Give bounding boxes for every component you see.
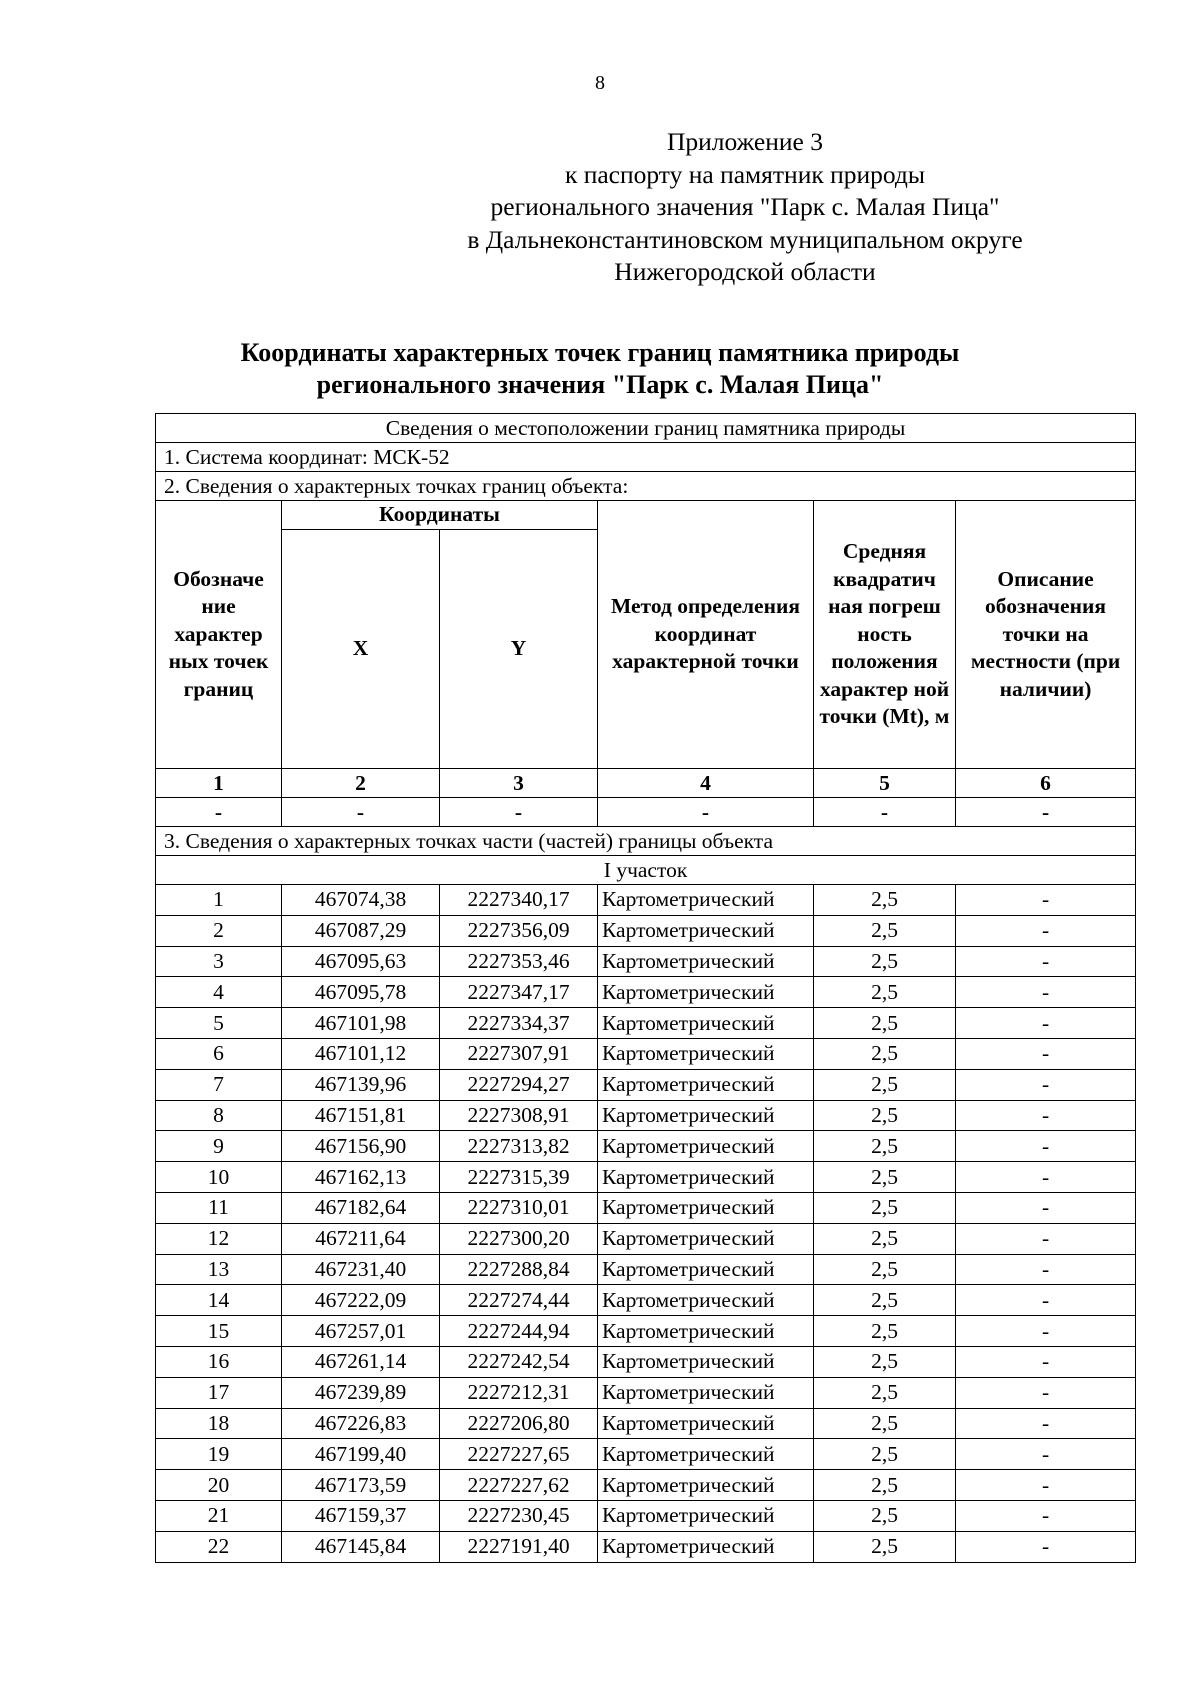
method: Картометрический <box>598 1069 814 1100</box>
point-number: 15 <box>156 1316 282 1347</box>
coord-y: 2227294,27 <box>440 1069 598 1100</box>
coord-x: 467095,78 <box>282 977 440 1008</box>
method: Картометрический <box>598 915 814 946</box>
column-number: 1 <box>156 769 282 798</box>
coord-x: 467101,98 <box>282 1008 440 1039</box>
description: - <box>956 1470 1136 1501</box>
table-row <box>156 1316 1136 1347</box>
appendix-line: Приложение 3 <box>667 127 823 156</box>
coord-x: 467145,84 <box>282 1531 440 1562</box>
column-number: 6 <box>956 769 1136 798</box>
empty-points-row <box>156 798 1136 827</box>
title-line: регионального значения "Парк с. Малая Пица" <box>316 370 884 399</box>
coord-y: 2227347,17 <box>440 977 598 1008</box>
header-y: Y <box>440 530 598 769</box>
section-part-points: 3. Сведения о характерных точках части (частей) границы объекта <box>156 827 1136 856</box>
description: - <box>956 1377 1136 1408</box>
coord-x: 467211,64 <box>282 1223 440 1254</box>
description: - <box>956 1162 1136 1193</box>
header-designation: Обозначе ние характер ных точек границ <box>156 501 282 769</box>
point-number: 1 <box>156 885 282 916</box>
table-row <box>156 1192 1136 1223</box>
table-row <box>156 1223 1136 1254</box>
description: - <box>956 1316 1136 1347</box>
description: - <box>956 1408 1136 1439</box>
coord-y: 2227356,09 <box>440 915 598 946</box>
coord-y: 2227308,91 <box>440 1100 598 1131</box>
description: - <box>956 1192 1136 1223</box>
appendix-line: регионального значения "Парк с. Малая Пица" <box>490 192 1000 221</box>
description: - <box>956 1285 1136 1316</box>
point-number: 7 <box>156 1069 282 1100</box>
error-value: 2,5 <box>814 1346 956 1377</box>
description: - <box>956 946 1136 977</box>
table-row <box>156 1531 1136 1562</box>
point-number: 21 <box>156 1500 282 1531</box>
coord-x: 467159,37 <box>282 1500 440 1531</box>
point-number: 5 <box>156 1008 282 1039</box>
point-number: 2 <box>156 915 282 946</box>
method: Картометрический <box>598 1162 814 1193</box>
point-number: 12 <box>156 1223 282 1254</box>
method: Картометрический <box>598 1223 814 1254</box>
method: Картометрический <box>598 1439 814 1470</box>
header-error: Средняя квадратич ная погреш ность положения характер ной точки (Mt), м <box>814 501 956 769</box>
error-value: 2,5 <box>814 977 956 1008</box>
table-row <box>156 1069 1136 1100</box>
method: Картометрический <box>598 1408 814 1439</box>
column-number: 3 <box>440 769 598 798</box>
error-value: 2,5 <box>814 1500 956 1531</box>
coord-x: 467231,40 <box>282 1254 440 1285</box>
empty-cell: - <box>156 798 282 827</box>
method: Картометрический <box>598 1100 814 1131</box>
error-value: 2,5 <box>814 915 956 946</box>
section-coordinate-system: 1. Система координат: МСК-52 <box>156 443 1136 472</box>
description: - <box>956 1100 1136 1131</box>
coord-y: 2227313,82 <box>440 1131 598 1162</box>
coord-x: 467162,13 <box>282 1162 440 1193</box>
table-row <box>156 977 1136 1008</box>
description: - <box>956 1500 1136 1531</box>
description: - <box>956 1223 1136 1254</box>
table-row <box>156 1254 1136 1285</box>
section-boundary-points: 2. Сведения о характерных точках границ объекта: <box>156 472 1136 501</box>
method: Картометрический <box>598 1131 814 1162</box>
method: Картометрический <box>598 1008 814 1039</box>
coord-x: 467173,59 <box>282 1470 440 1501</box>
description: - <box>956 1254 1136 1285</box>
error-value: 2,5 <box>814 885 956 916</box>
coord-x: 467199,40 <box>282 1439 440 1470</box>
error-value: 2,5 <box>814 1439 956 1470</box>
table-row <box>156 1285 1136 1316</box>
error-value: 2,5 <box>814 1038 956 1069</box>
empty-cell: - <box>956 798 1136 827</box>
table-row <box>156 915 1136 946</box>
point-number: 8 <box>156 1100 282 1131</box>
coord-y: 2227310,01 <box>440 1192 598 1223</box>
point-number: 13 <box>156 1254 282 1285</box>
column-number: 5 <box>814 769 956 798</box>
method: Картометрический <box>598 1500 814 1531</box>
point-number: 16 <box>156 1346 282 1377</box>
empty-cell: - <box>440 798 598 827</box>
point-number: 10 <box>156 1162 282 1193</box>
page-number: 8 <box>595 72 605 94</box>
coord-x: 467226,83 <box>282 1408 440 1439</box>
description: - <box>956 1531 1136 1562</box>
method: Картометрический <box>598 1346 814 1377</box>
coord-y: 2227334,37 <box>440 1008 598 1039</box>
method: Картометрический <box>598 1038 814 1069</box>
method: Картометрический <box>598 1316 814 1347</box>
coord-y: 2227212,31 <box>440 1377 598 1408</box>
coord-x: 467087,29 <box>282 915 440 946</box>
coord-y: 2227244,94 <box>440 1316 598 1347</box>
subsection-title: I участок <box>156 856 1136 885</box>
coord-y: 2227242,54 <box>440 1346 598 1377</box>
column-numbers-row <box>156 769 1136 798</box>
coord-y: 2227230,45 <box>440 1500 598 1531</box>
coord-y: 2227191,40 <box>440 1531 598 1562</box>
appendix-header <box>400 126 1090 289</box>
error-value: 2,5 <box>814 1162 956 1193</box>
point-number: 9 <box>156 1131 282 1162</box>
point-number: 6 <box>156 1038 282 1069</box>
header-coordinates: Координаты <box>282 501 598 530</box>
column-number: 4 <box>598 769 814 798</box>
table-caption: Сведения о местоположении границ памятника природы <box>156 414 1136 443</box>
coord-x: 467139,96 <box>282 1069 440 1100</box>
error-value: 2,5 <box>814 1192 956 1223</box>
coord-y: 2227227,62 <box>440 1470 598 1501</box>
table-row <box>156 946 1136 977</box>
coord-x: 467095,63 <box>282 946 440 977</box>
table-row <box>156 1100 1136 1131</box>
coord-y: 2227274,44 <box>440 1285 598 1316</box>
error-value: 2,5 <box>814 1531 956 1562</box>
method: Картометрический <box>598 977 814 1008</box>
coord-y: 2227307,91 <box>440 1038 598 1069</box>
coord-x: 467222,09 <box>282 1285 440 1316</box>
description: - <box>956 1439 1136 1470</box>
description: - <box>956 977 1136 1008</box>
description: - <box>956 1008 1136 1039</box>
description: - <box>956 1038 1136 1069</box>
appendix-line: в Дальнеконстантиновском муниципальном округе <box>467 224 1023 254</box>
error-value: 2,5 <box>814 1008 956 1039</box>
coord-y: 2227340,17 <box>440 885 598 916</box>
table-row <box>156 1008 1136 1039</box>
header-x: X <box>282 530 440 769</box>
error-value: 2,5 <box>814 1470 956 1501</box>
coord-x: 467101,12 <box>282 1038 440 1069</box>
table-row <box>156 885 1136 916</box>
coord-y: 2227206,80 <box>440 1408 598 1439</box>
coord-y: 2227288,84 <box>440 1254 598 1285</box>
coord-x: 467239,89 <box>282 1377 440 1408</box>
coord-x: 467151,81 <box>282 1100 440 1131</box>
error-value: 2,5 <box>814 1285 956 1316</box>
header-description: Описание обозначения точки на местности (при наличии) <box>956 501 1136 769</box>
empty-cell: - <box>282 798 440 827</box>
empty-cell: - <box>814 798 956 827</box>
appendix-line: к паспорту на памятник природы <box>564 159 926 189</box>
point-number: 14 <box>156 1285 282 1316</box>
method: Картометрический <box>598 1531 814 1562</box>
point-number: 4 <box>156 977 282 1008</box>
method: Картометрический <box>598 885 814 916</box>
point-number: 19 <box>156 1439 282 1470</box>
coordinates-table <box>155 413 1136 1563</box>
method: Картометрический <box>598 1285 814 1316</box>
error-value: 2,5 <box>814 1069 956 1100</box>
description: - <box>956 915 1136 946</box>
point-number: 22 <box>156 1531 282 1562</box>
table-row <box>156 1131 1136 1162</box>
description: - <box>956 1131 1136 1162</box>
method: Картометрический <box>598 946 814 977</box>
empty-cell: - <box>598 798 814 827</box>
coord-x: 467182,64 <box>282 1192 440 1223</box>
error-value: 2,5 <box>814 946 956 977</box>
description: - <box>956 1069 1136 1100</box>
method: Картометрический <box>598 1377 814 1408</box>
point-number: 18 <box>156 1408 282 1439</box>
coord-y: 2227315,39 <box>440 1162 598 1193</box>
coord-x: 467156,90 <box>282 1131 440 1162</box>
appendix-line: Нижегородской области <box>614 257 876 286</box>
table-row <box>156 1500 1136 1531</box>
table-row <box>156 1470 1136 1501</box>
description: - <box>956 1346 1136 1377</box>
table-row <box>156 1038 1136 1069</box>
point-number: 17 <box>156 1377 282 1408</box>
coord-y: 2227227,65 <box>440 1439 598 1470</box>
point-number: 11 <box>156 1192 282 1223</box>
table-row <box>156 1439 1136 1470</box>
column-number: 2 <box>282 769 440 798</box>
table-row <box>156 1162 1136 1193</box>
error-value: 2,5 <box>814 1316 956 1347</box>
document-title <box>150 337 1050 401</box>
coord-x: 467257,01 <box>282 1316 440 1347</box>
error-value: 2,5 <box>814 1254 956 1285</box>
error-value: 2,5 <box>814 1408 956 1439</box>
coord-y: 2227300,20 <box>440 1223 598 1254</box>
error-value: 2,5 <box>814 1377 956 1408</box>
table-row <box>156 1377 1136 1408</box>
method: Картометрический <box>598 1192 814 1223</box>
title-line: Координаты характерных точек границ памятника природы <box>240 338 960 367</box>
coord-x: 467074,38 <box>282 885 440 916</box>
point-number: 3 <box>156 946 282 977</box>
method: Картометрический <box>598 1254 814 1285</box>
table-row <box>156 1346 1136 1377</box>
method: Картометрический <box>598 1470 814 1501</box>
error-value: 2,5 <box>814 1223 956 1254</box>
point-number: 20 <box>156 1470 282 1501</box>
error-value: 2,5 <box>814 1131 956 1162</box>
coord-x: 467261,14 <box>282 1346 440 1377</box>
coord-y: 2227353,46 <box>440 946 598 977</box>
table-row <box>156 1408 1136 1439</box>
description: - <box>956 885 1136 916</box>
error-value: 2,5 <box>814 1100 956 1131</box>
header-method: Метод определения координат характерной точки <box>598 501 814 769</box>
